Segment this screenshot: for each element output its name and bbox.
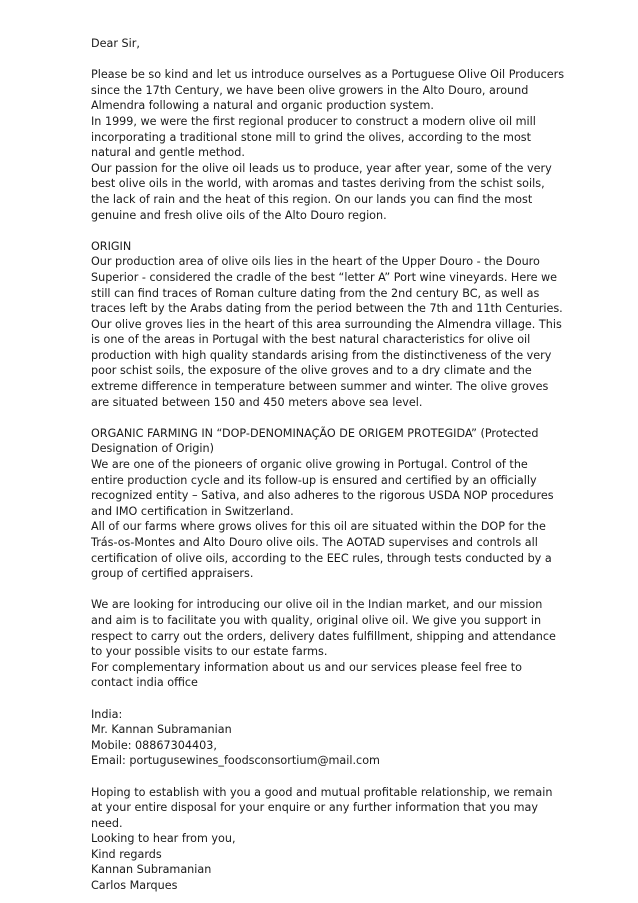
text-line: natural and gentle method. (91, 146, 245, 160)
text-line: incorporating a traditional stone mill to grind the olives, according to the most (91, 130, 532, 144)
contact-region: India: (91, 707, 123, 721)
sign-off: Kind regards (91, 847, 162, 861)
text-line: Our passion for the olive oil leads us to produce, year after year, some of the very (91, 161, 552, 175)
section-heading: ORIGIN (91, 239, 132, 253)
text-line: and aim is to facilitate you with quality, original olive oil. We give you support in (91, 613, 542, 627)
text-line: still can find traces of Roman culture dating from the 2nd century BC, as well as (91, 286, 540, 300)
text-line: contact india office (91, 676, 198, 690)
text-line: entire production cycle and its follow-up is ensured and certified by an officially (91, 473, 537, 487)
text-line: the lack of rain and the heat of this region. On our lands you can find the most (91, 192, 533, 206)
text-line: is one of the areas in Portugal with the best natural characteristics for olive oil (91, 333, 531, 347)
text-line: Superior - considered the cradle of the best “letter A” Port wine vineyards. Here we (91, 270, 558, 284)
signatory-name: Carlos Marques (91, 879, 178, 893)
text-line: All of our farms where grows olives for this oil are situated within the DOP for the (91, 520, 546, 534)
text-line: We are one of the pioneers of organic olive growing in Portugal. Control of the (91, 458, 528, 472)
text-line: We are looking for introducing our olive oil in the Indian market, and our mission (91, 598, 543, 612)
text-line: and IMO certification in Switzerland. (91, 504, 294, 518)
contact-name: Mr. Kannan Subramanian (91, 723, 232, 737)
text-line: need. (91, 816, 123, 830)
text-line: certification of olive oils, according to the EEC rules, through tests conducted by a (91, 551, 552, 565)
text-line: Our olive groves lies in the heart of this area surrounding the Almendra village. This (91, 317, 562, 331)
text-line: production with high quality standards arising from the distinctiveness of the very (91, 348, 552, 362)
organic-section (91, 426, 553, 582)
text-line: Looking to hear from you, (91, 832, 236, 846)
text-line: In 1999, we were the first regional producer to construct a modern olive oil mill (91, 114, 536, 128)
text-line: recognized entity – Sativa, and also adheres to the rigorous USDA NOP procedures (91, 489, 554, 503)
text-line: poor schist soils, the exposure of the olive groves and to a dry climate and the (91, 364, 532, 378)
text-line: to your possible visits to our estate farms. (91, 645, 328, 659)
contact-mobile: Mobile: 08867304403, (91, 738, 217, 752)
signatory-name: Kannan Subramanian (91, 863, 212, 877)
market-paragraph (91, 597, 556, 691)
text-line: Almendra following a natural and organic production system. (91, 99, 434, 113)
text-line: are situated between 150 and 450 meters above sea level. (91, 395, 423, 409)
section-heading: Designation of Origin) (91, 442, 214, 456)
contact-block (91, 707, 553, 769)
text-line: at your entire disposal for your enquire or any further information that you may (91, 801, 538, 815)
text-line: genuine and fresh olive oils of the Alto Douro region. (91, 208, 387, 222)
text-line: extreme difference in temperature between summer and winter. The olive groves (91, 380, 549, 394)
text-line: group of certified appraisers. (91, 567, 254, 581)
text-line: Trás-os-Montes and Alto Douro olive oils. The AOTAD supervises and controls all (91, 536, 538, 549)
text-line: since the 17th Century, we have been olive growers in the Alto Douro, around (91, 83, 529, 97)
origin-section (91, 239, 563, 411)
text-line: Hoping to establish with you a good and mutual profitable relationship, we remain (91, 785, 553, 799)
text-line: Please be so kind and let us introduce ourselves as a Portuguese Olive Oil Producers (91, 68, 565, 82)
closing-paragraph (91, 785, 553, 894)
section-heading: ORGANIC FARMING IN “DOP-DENOMINAÇÃO DE ORIGEM PROTEGIDA” (Protected (91, 426, 539, 440)
greeting: Dear Sir, (91, 37, 140, 50)
intro-paragraph (91, 67, 565, 223)
text-line: respect to carry out the orders, delivery dates fulfillment, shipping and attendance (91, 629, 556, 643)
text-line: traces left by the Arabs dating from the period between the 7th and 11th Centuries. (91, 302, 563, 316)
text-line: For complementary information about us and our services please feel free to (91, 660, 522, 674)
text-line: Our production area of olive oils lies in the heart of the Upper Douro - the Douro (91, 255, 540, 269)
letter-body (91, 36, 565, 894)
text-line: best olive oils in the world, with aromas and tastes deriving from the schist soils, (91, 177, 545, 191)
contact-email: Email: portugusewines_foodsconsortium@mail.com (91, 754, 380, 768)
